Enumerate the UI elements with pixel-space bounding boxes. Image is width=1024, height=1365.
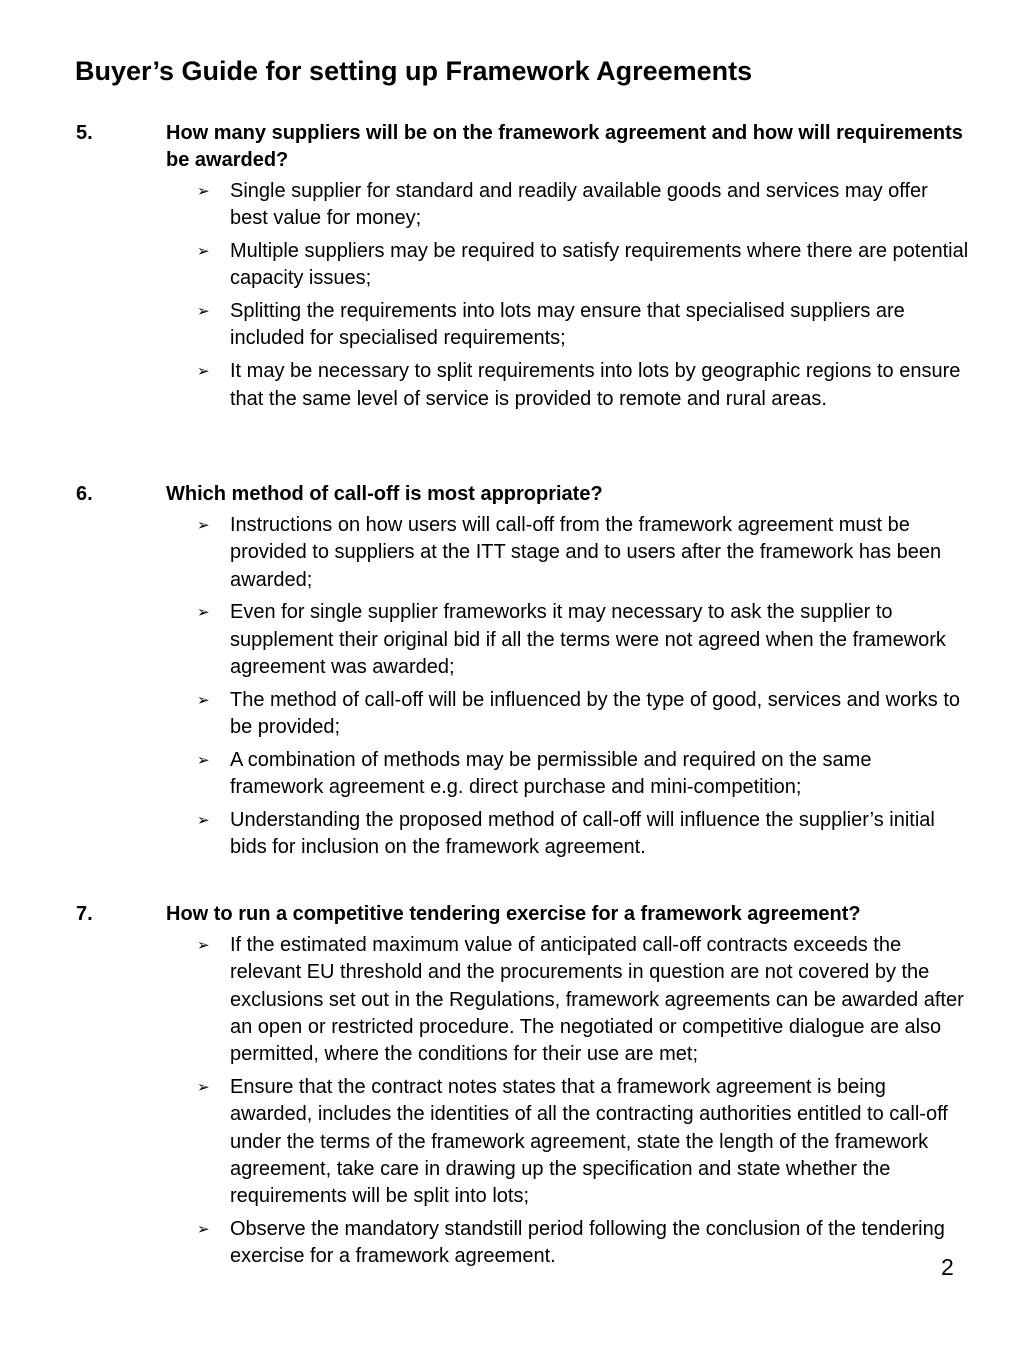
- arrow-bullet-icon: ➢: [197, 242, 210, 261]
- section-6: [0, 481, 1024, 867]
- bullet-text: Ensure that the contract notes states that a framework agreement is being awarded, includes the identities of all the contracting authorities entitled to call-off under the terms of the framework agreement, state the length of the framework agreement, take care in drawing up the specification and state whether the requirements will be split into lots;: [230, 1075, 948, 1208]
- bullet-item: [197, 512, 970, 594]
- bullet-text: A combination of methods may be permissible and required on the same framework agreement e.g. direct purchase and mini-competition;: [230, 748, 872, 799]
- page-number: 2: [941, 1254, 954, 1280]
- page-title: Buyer’s Guide for setting up Framework Agreements: [75, 56, 753, 86]
- bullet-item: [197, 1074, 970, 1210]
- bullet-text: Instructions on how users will call-off from the framework agreement must be provided to suppliers at the ITT stage and to users after the framework has been awarded;: [230, 514, 942, 591]
- arrow-bullet-icon: ➢: [197, 302, 210, 321]
- section-question: Which method of call-off is most appropriate?: [166, 483, 603, 505]
- arrow-bullet-icon: ➢: [197, 810, 210, 829]
- arrow-bullet-icon: ➢: [197, 516, 210, 534]
- section-5: [0, 120, 1024, 418]
- bullet-item: [197, 599, 970, 681]
- arrow-bullet-icon: ➢: [197, 362, 210, 381]
- bullet-item: [197, 358, 970, 413]
- section-question: How many suppliers will be on the framework agreement and how will requirements be awarded?: [166, 122, 963, 171]
- bullet-item: [197, 238, 970, 293]
- section-number: 5.: [76, 122, 93, 144]
- bullet-item: [197, 687, 970, 742]
- bullet-list: [0, 932, 1024, 1271]
- bullet-text: Even for single supplier frameworks it may necessary to ask the supplier to supplement their original bid if all the terms were not agreed when the framework agreement was awarded;: [230, 601, 946, 678]
- bullet-item: [197, 298, 970, 353]
- bullet-text: Multiple suppliers may be required to satisfy requirements where there are potential capacity issues;: [230, 240, 969, 290]
- arrow-bullet-icon: ➢: [197, 936, 210, 954]
- bullet-item: [197, 1216, 970, 1271]
- section-heading: [0, 120, 1024, 174]
- section-7: [0, 901, 1024, 1276]
- section-heading: [0, 901, 1024, 928]
- bullet-item: [197, 747, 970, 802]
- bullet-item: [197, 932, 970, 1068]
- bullet-text: Observe the mandatory standstill period following the conclusion of the tendering exercise for a framework agreement.: [230, 1217, 945, 1268]
- bullet-text: If the estimated maximum value of anticipated call-off contracts exceeds the relevant EU threshold and the procurements in question are not covered by the exclusions set out in the Regulations, framework agreements can be awarded after an open or restricted procedure. The negotiated or competitive dialogue are also permitted, where the conditions for their use are met;: [230, 934, 964, 1066]
- bullet-text: Splitting the requirements into lots may ensure that specialised suppliers are included for specialised requirements;: [230, 300, 905, 350]
- section-number: 7.: [76, 903, 93, 925]
- bullet-item: [197, 178, 970, 233]
- bullet-text: Understanding the proposed method of call-off will influence the supplier’s initial bids for inclusion on the framework agreement.: [230, 808, 935, 859]
- arrow-bullet-icon: ➢: [197, 750, 210, 769]
- arrow-bullet-icon: ➢: [197, 1077, 210, 1096]
- bullet-item: [197, 807, 970, 862]
- arrow-bullet-icon: ➢: [197, 182, 210, 200]
- bullet-text: It may be necessary to split requirements into lots by geographic regions to ensure that the same level of service is provided to remote and rural areas.: [230, 360, 961, 410]
- section-question: How to run a competitive tendering exercise for a framework agreement?: [166, 903, 861, 925]
- section-heading: [0, 481, 1024, 508]
- bullet-text: The method of call-off will be influenced by the type of good, services and works to be provided;: [230, 688, 961, 739]
- arrow-bullet-icon: ➢: [197, 603, 210, 622]
- section-number: 6.: [76, 483, 93, 505]
- arrow-bullet-icon: ➢: [197, 690, 210, 709]
- bullet-list: [0, 178, 1024, 413]
- bullet-list: [0, 512, 1024, 862]
- arrow-bullet-icon: ➢: [197, 1219, 210, 1238]
- bullet-text: Single supplier for standard and readily available goods and services may offer best value for money;: [230, 180, 928, 230]
